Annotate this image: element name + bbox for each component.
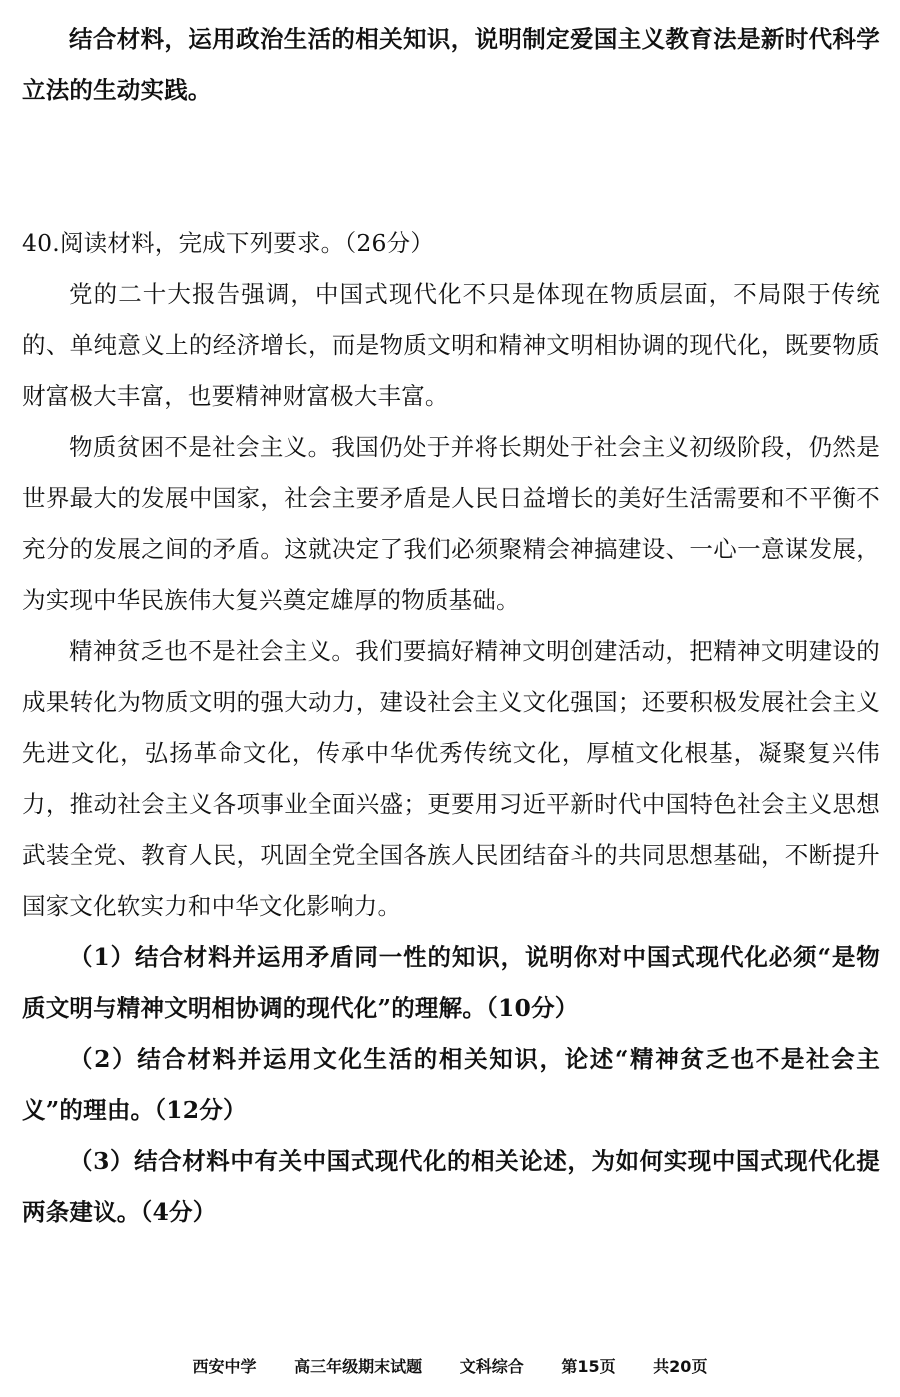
- material-paragraph-1: 党的二十大报告强调，中国式现代化不只是体现在物质层面，不局限于传统的、单纯意义上的经济增长，而是物质文明和精神文明相协调的现代化，既要物质财富极大丰富，也要精神财富极大丰富。: [22, 280, 880, 410]
- question-heading: 40.阅读材料，完成下列要求。（26分）: [22, 229, 435, 257]
- previous-question-tail: [22, 14, 880, 116]
- page-footer: [0, 1355, 900, 1379]
- footer-total-pages: 共20页: [653, 1357, 708, 1376]
- material-paragraph-2: 物质贫困不是社会主义。我国仍处于并将长期处于社会主义初级阶段，仍然是世界最大的发展中国家，社会主要矛盾是人民日益增长的美好生活需要和不平衡不充分的发展之间的矛盾。这就决定了我们必须聚精会神搞建设、一心一意谋发展，为实现中华民族伟大复兴奠定雄厚的物质基础。: [22, 433, 880, 614]
- question-40: [22, 218, 880, 1238]
- footer-school: 西安中学: [192, 1357, 257, 1376]
- footer-subject: 文科综合: [459, 1357, 524, 1376]
- material-paragraph-3: 精神贫乏也不是社会主义。我们要搞好精神文明创建活动，把精神文明建设的成果转化为物质文明的强大动力，建设社会主义文化强国；还要积极发展社会主义先进文化，弘扬革命文化，传承中华优秀传统文化，厚植文化根基，凝聚复兴伟力，推动社会主义各项事业全面兴盛；更要用习近平新时代中国特色社会主义思想武装全党、教育人民，巩固全党全国各族人民团结奋斗的共同思想基础，不断提升国家文化软实力和中华文化影响力。: [22, 637, 880, 920]
- sub-question-1: （1）结合材料并运用矛盾同一性的知识，说明你对中国式现代化必须“是物质文明与精神文明相协调的现代化”的理解。（10分）: [22, 943, 880, 1022]
- top-paragraph: 结合材料，运用政治生活的相关知识，说明制定爱国主义教育法是新时代科学立法的生动实践。: [22, 25, 880, 104]
- footer-exam: 高三年级期末试题: [294, 1357, 423, 1376]
- sub-question-3: （3）结合材料中有关中国式现代化的相关论述，为如何实现中国式现代化提两条建议。（4分）: [22, 1147, 880, 1226]
- sub-question-2: （2）结合材料并运用文化生活的相关知识，论述“精神贫乏也不是社会主义”的理由。（12分）: [22, 1045, 880, 1124]
- footer-page-number: 第15页: [561, 1357, 616, 1376]
